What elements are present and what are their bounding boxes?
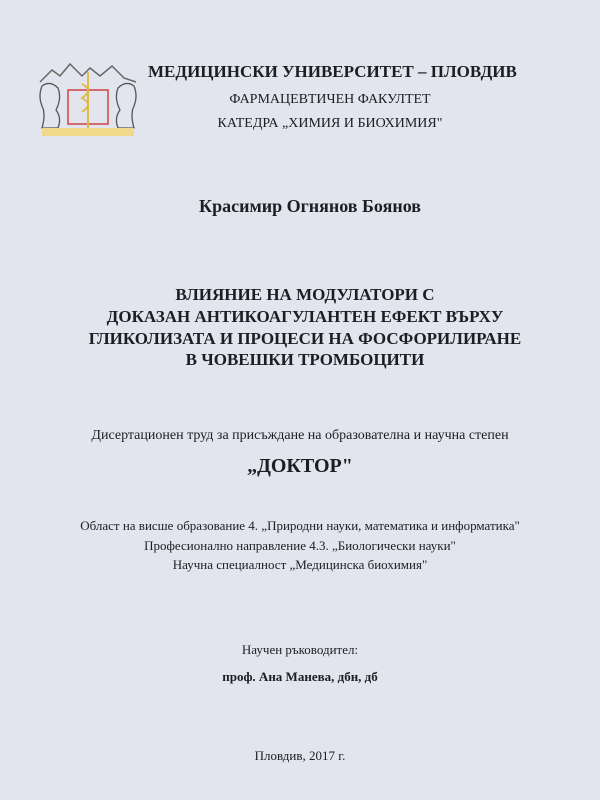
title-line-4: В ЧОВЕШКИ ТРОМБОЦИТИ <box>185 350 425 369</box>
university-name: МЕДИЦИНСКИ УНИВЕРСИТЕТ – ПЛОВДИВ <box>148 62 517 81</box>
author-name: Красимир Огнянов Боянов <box>199 196 421 216</box>
supervisor-name: проф. Ана Манева, дбн, дб <box>222 669 378 684</box>
faculty-name: ФАРМАЦЕВТИЧЕН ФАКУЛТЕТ <box>229 92 431 107</box>
dissertation-text: Дисертационен труд за присъждане на образователна и научна степен <box>91 428 509 443</box>
department-name: КАТЕДРА „ХИМИЯ И БИОХИМИЯ" <box>217 116 443 131</box>
field-of-education: Област на висше образование 4. „Природни науки, математика и информатика" <box>80 518 520 533</box>
title-line-3: ГЛИКОЛИЗАТА И ПРОЦЕСИ НА ФОСФОРИЛИРАНЕ <box>88 329 522 348</box>
scientific-specialty: Научна специалност „Медицинска биохимия" <box>172 557 428 572</box>
supervisor-label: Научен ръководител: <box>241 642 359 657</box>
title-line-1: ВЛИЯНИЕ НА МОДУЛАТОРИ С <box>175 285 435 304</box>
professional-field: Професионално направление 4.3. „Биологически науки" <box>144 538 456 553</box>
place-date: Пловдив, 2017 г. <box>254 748 346 763</box>
degree: „ДОКТОР" <box>247 455 353 477</box>
title-line-2: ДОКАЗАН АНТИКОАГУЛАНТЕН ЕФЕКТ ВЪРХУ <box>106 307 504 326</box>
